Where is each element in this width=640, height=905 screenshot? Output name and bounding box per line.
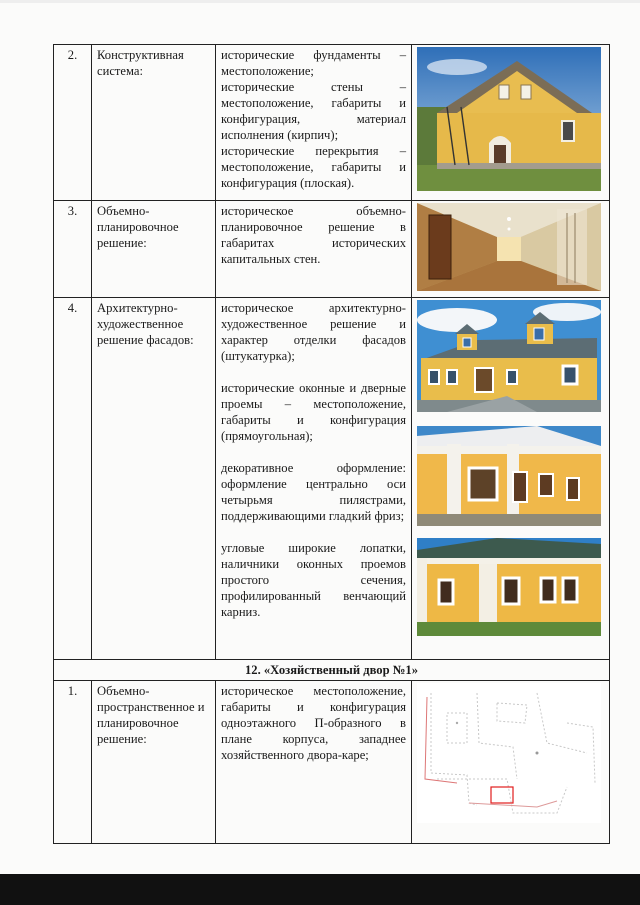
requirement-text: историческое местоположение, габариты и конфигурация одноэтажного П-образного в плане корпуса, западнее хозяйственного двора-каре; — [221, 684, 406, 762]
requirement-text: исторические стены – местоположение, габариты и конфигурация, материал исполнения (кирпич); — [221, 80, 406, 142]
requirements-cell — [216, 201, 412, 298]
table-row — [54, 45, 610, 201]
facade-photo-3 — [417, 538, 601, 636]
element-name: Объемно-планировочное решение: — [92, 201, 216, 298]
scan-edge — [0, 0, 640, 3]
requirement-text: исторические оконные и дверные проемы – местоположение, габариты и конфигурация (прямоугольная); — [221, 381, 406, 443]
row-number: 1. — [54, 681, 92, 844]
requirement-text: историческое объемно-планировочное решение в габаритах исторических капитальных стен. — [221, 204, 406, 266]
facade-photo-2 — [417, 426, 601, 526]
row-number: 3. — [54, 201, 92, 298]
photo-cell — [412, 298, 610, 660]
requirements-cell — [216, 45, 412, 201]
photo-cell — [412, 45, 610, 201]
section-header-row — [54, 660, 610, 681]
row-number: 4. — [54, 298, 92, 660]
element-name: Конструктивная система: — [92, 45, 216, 201]
facade-photo-1 — [417, 300, 601, 412]
row-number: 2. — [54, 45, 92, 201]
table-row — [54, 298, 610, 660]
requirement-text: исторические фундаменты – местоположение; — [221, 48, 406, 78]
table-row — [54, 681, 610, 844]
element-name: Объемно-пространственное и планировочное решение: — [92, 681, 216, 844]
requirement-text: угловые широкие лопатки, наличники оконных проемов простого сечения, профилированный венчающий карниз. — [221, 541, 406, 619]
protection-subject-table — [53, 44, 610, 844]
requirements-cell — [216, 681, 412, 844]
requirement-text: исторические перекрытия – местоположение, габариты и конфигурация (плоская). — [221, 144, 406, 190]
building-facade-photo — [417, 47, 601, 191]
scan-border — [0, 874, 640, 905]
site-plan-map — [417, 683, 601, 823]
requirement-text: историческое архитектурно-художественное решение и характер отделки фасадов (штукатурка); — [221, 301, 406, 363]
table-row — [54, 201, 610, 298]
corridor-interior-photo — [417, 203, 601, 291]
photo-cell — [412, 201, 610, 298]
requirements-cell — [216, 298, 412, 660]
element-name: Архитектурно-художественное решение фасадов: — [92, 298, 216, 660]
requirement-text: декоративное оформление: оформление центрально оси четырьмя пилястрами, поддерживающими гладкий фриз; — [221, 461, 406, 523]
section-title: 12. «Хозяйственный двор №1» — [54, 660, 610, 681]
photo-cell — [412, 681, 610, 844]
